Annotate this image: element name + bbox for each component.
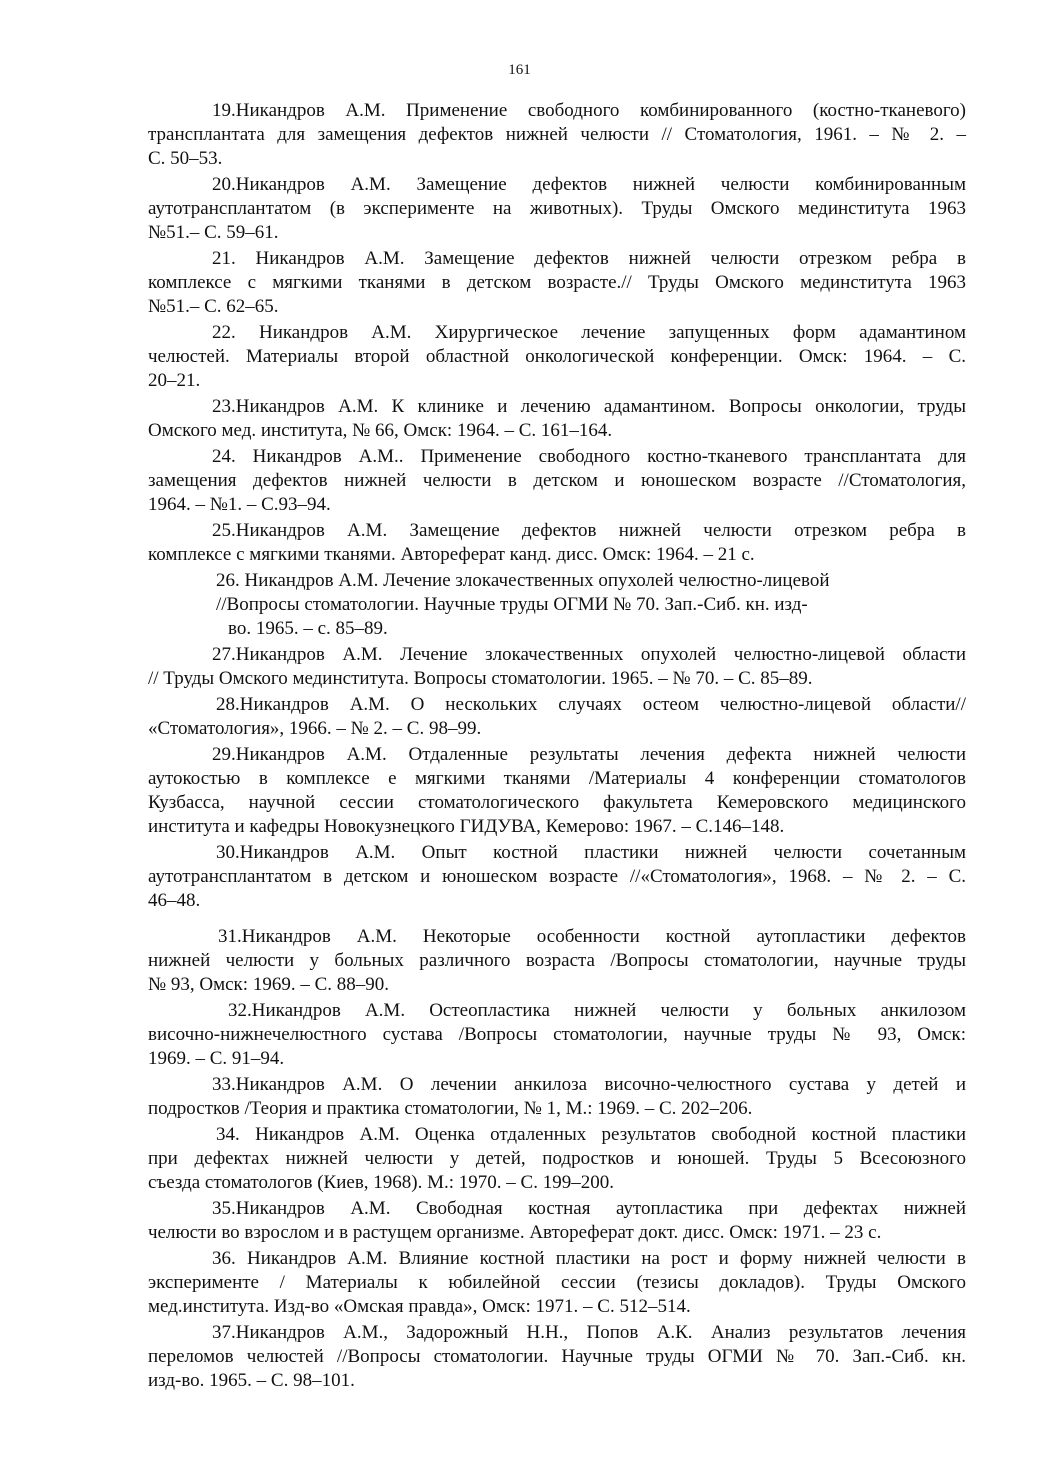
entry-line: 22. Никандров А.М. Хирургическое лечение запущенных форм адамантином bbox=[212, 322, 966, 343]
entry-line: 23.Никандров А.М. К клинике и лечению адамантином. Вопросы онкологии, труды bbox=[212, 396, 966, 417]
entry-line: 28.Никандров А.М. О нескольких случаях остеом челюстно-лицевой области// bbox=[216, 694, 966, 715]
entry-line: аутокостью в комплексе е мягкими тканями /Материалы 4 конференции стоматологов bbox=[148, 768, 966, 789]
entry-line: челюсти во взрослом и в растущем организме. Автореферат докт. дисс. Омск: 1971. – 23 с. bbox=[148, 1222, 882, 1243]
entry-line: 21. Никандров А.М. Замещение дефектов нижней челюсти отрезком ребра в bbox=[212, 248, 966, 269]
entry-line: Кузбасса, научной сессии стоматологического факультета Кемеровского медицинского bbox=[148, 792, 966, 813]
entry-line: 24. Никандров А.М.. Применение свободного костно-тканевого трансплантата для bbox=[212, 446, 966, 467]
entry-line: 36. Никандров А.М. Влияние костной пластики на рост и форму нижней челюсти в bbox=[212, 1248, 966, 1269]
entry-line: мед.института. Изд-во «Омская правда», Омск: 1971. – С. 512–514. bbox=[148, 1296, 691, 1317]
entry-line: при дефектах нижней челюсти у детей, подростков и юношей. Труды 5 Всесоюзного bbox=[148, 1148, 966, 1169]
reference-entry-29 bbox=[148, 743, 966, 839]
entry-line: 27.Никандров А.М. Лечение злокачественных опухолей челюстно-лицевой области bbox=[212, 644, 966, 665]
entry-line: 30.Никандров А.М. Опыт костной пластики нижней челюсти сочетанным bbox=[216, 842, 966, 863]
entry-line: 29.Никандров А.М. Отдаленные результаты лечения дефекта нижней челюсти bbox=[212, 744, 966, 765]
entry-line: 20–21. bbox=[148, 370, 201, 391]
entry-line: 1969. – С. 91–94. bbox=[148, 1048, 285, 1069]
entry-line: изд-во. 1965. – С. 98–101. bbox=[148, 1370, 355, 1391]
reference-entry-31 bbox=[148, 925, 966, 997]
entry-line: 25.Никандров А.М. Замещение дефектов нижней челюсти отрезком ребра в bbox=[212, 520, 966, 541]
entry-line: института и кафедры Новокузнецкого ГИДУВА, Кемерово: 1967. – С.146–148. bbox=[148, 816, 785, 837]
reference-entry-34 bbox=[148, 1123, 966, 1195]
reference-entry-37 bbox=[148, 1321, 966, 1393]
reference-list bbox=[148, 99, 966, 1395]
reference-entry-35 bbox=[148, 1197, 966, 1245]
reference-entry-32 bbox=[148, 999, 966, 1071]
entry-line: 37.Никандров А.М., Задорожный Н.Н., Попов А.К. Анализ результатов лечения bbox=[212, 1322, 966, 1343]
entry-line: //Вопросы стоматологии. Научные труды ОГМИ № 70. Зап.-Сиб. кн. изд- bbox=[216, 594, 808, 615]
entry-line: 35.Никандров А.М. Свободная костная аутопластика при дефектах нижней bbox=[212, 1198, 966, 1219]
reference-entry-22 bbox=[148, 321, 966, 393]
entry-line: замещения дефектов нижней челюсти в детском и юношеском возрасте //Стоматология, bbox=[148, 470, 966, 491]
reference-entry-25 bbox=[148, 519, 966, 567]
entry-line: 33.Никандров А.М. О лечении анкилоза височно-челюстного сустава у детей и bbox=[212, 1074, 966, 1095]
entry-line: 34. Никандров А.М. Оценка отдаленных результатов свободной костной пластики bbox=[216, 1124, 966, 1145]
entry-line: 1964. – №1. – С.93–94. bbox=[148, 494, 331, 515]
reference-entry-27 bbox=[148, 643, 966, 691]
entry-line: 31.Никандров А.М. Некоторые особенности костной аутопластики дефектов bbox=[218, 926, 966, 947]
reference-entry-26 bbox=[148, 569, 966, 641]
entry-line: челюстей. Материалы второй областной онкологической конференции. Омск: 1964. – С. bbox=[148, 346, 966, 367]
entry-line: во. 1965. – с. 85–89. bbox=[228, 618, 388, 639]
reference-entry-30 bbox=[148, 841, 966, 913]
entry-line: аутотрансплантатом (в эксперименте на животных). Труды Омского мединститута 1963 bbox=[148, 198, 966, 219]
reference-entry-28 bbox=[148, 693, 966, 741]
reference-entry-19 bbox=[148, 99, 966, 171]
entry-line: комплексе с мягкими тканями в детском возрасте.// Труды Омского мединститута 1963 bbox=[148, 272, 966, 293]
reference-entry-36 bbox=[148, 1247, 966, 1319]
entry-line: 26. Никандров А.М. Лечение злокачественных опухолей челюстно-лицевой bbox=[216, 570, 830, 591]
reference-entry-24 bbox=[148, 445, 966, 517]
entry-line: съезда стоматологов (Киев, 1968). М.: 1970. – С. 199–200. bbox=[148, 1172, 614, 1193]
page-number: 161 bbox=[508, 62, 531, 78]
entry-line: аутотрансплантатом в детском и юношеском возрасте //«Стоматология», 1968. – № 2. – С. bbox=[148, 866, 966, 887]
entry-line: трансплантата для замещения дефектов нижней челюсти // Стоматология, 1961. – № 2. – bbox=[148, 124, 966, 145]
entry-line: // Труды Омского мединститута. Вопросы стоматологии. 1965. – № 70. – С. 85–89. bbox=[148, 668, 813, 689]
entry-line: переломов челюстей //Вопросы стоматологии. Научные труды ОГМИ № 70. Зап.-Сиб. кн. bbox=[148, 1346, 966, 1367]
entry-line: нижней челюсти у больных различного возраста /Вопросы стоматологии, научные труды bbox=[148, 950, 966, 971]
entry-line: эксперименте / Материалы к юбилейной сессии (тезисы докладов). Труды Омского bbox=[148, 1272, 966, 1293]
entry-line: 46–48. bbox=[148, 890, 201, 911]
entry-line: №51.– С. 62–65. bbox=[148, 296, 279, 317]
entry-line: 32.Никандров А.М. Остеопластика нижней челюсти у больных анкилозом bbox=[228, 1000, 966, 1021]
entry-line: Омского мед. института, № 66, Омск: 1964. – С. 161–164. bbox=[148, 420, 613, 441]
paragraph-gap bbox=[148, 915, 966, 925]
reference-entry-23 bbox=[148, 395, 966, 443]
entry-line: «Стоматология», 1966. – № 2. – С. 98–99. bbox=[148, 718, 482, 739]
entry-line: комплексе с мягкими тканями. Автореферат канд. дисс. Омск: 1964. – 21 с. bbox=[148, 544, 755, 565]
entry-line: С. 50–53. bbox=[148, 148, 223, 169]
entry-line: 19.Никандров А.М. Применение свободного комбинированного (костно-тканевого) bbox=[212, 100, 966, 121]
entry-line: подростков /Теория и практика стоматологии, № 1, М.: 1969. – С. 202–206. bbox=[148, 1098, 753, 1119]
entry-line: №51.– С. 59–61. bbox=[148, 222, 279, 243]
entry-line: № 93, Омск: 1969. – С. 88–90. bbox=[148, 974, 389, 995]
reference-entry-21 bbox=[148, 247, 966, 319]
reference-entry-33 bbox=[148, 1073, 966, 1121]
entry-line: височно-нижнечелюстного сустава /Вопросы стоматологии, научные труды № 93, Омск: bbox=[148, 1024, 966, 1045]
entry-line: 20.Никандров А.М. Замещение дефектов нижней челюсти комбинированным bbox=[212, 174, 966, 195]
reference-entry-20 bbox=[148, 173, 966, 245]
